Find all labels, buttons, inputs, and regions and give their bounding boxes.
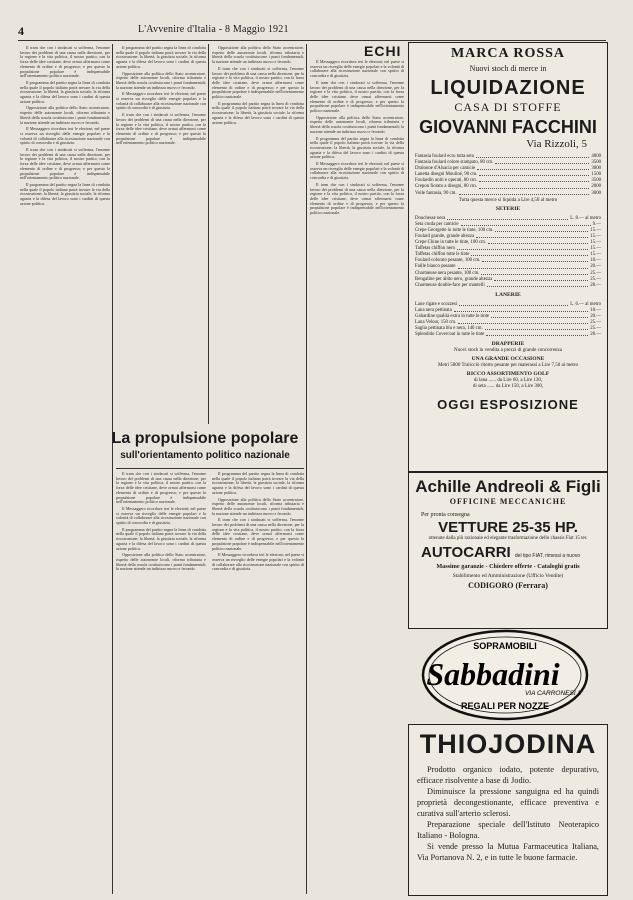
price-item-price: 18.— [590,258,601,264]
leader-dots [491,314,588,318]
price-item-name: Foulardin uniti e operati, 80 cm. [415,178,477,184]
leader-dots [495,160,589,164]
leader-dots [479,178,589,182]
price-item-price: 15.— [590,240,601,246]
column-text: Il tram che con i sindacati si sofferma, l'enorme lavoro dei problemi di una causa nella direzione, per la regione e la vita politica, il nostro partito, con la forza delle idee cristiane, deve ormai affermarsi come elemento di ordine e di progresso; e per questo la propulsione popolare è indispensabile nell'orientamento politico nazionale. [20,46,110,79]
price-item-price: 25.— [590,320,601,326]
ad-autocarri [421,544,607,561]
price-item-price: 25.— [590,276,601,282]
ad-stabilimento: Stabilimento ed Amministrazione (Ufficio Vendite) [452,573,564,579]
leader-dots [486,332,588,336]
ad-garanzie: Massime garanzie - Chiedere offerte - Cataloghi gratis [436,563,580,570]
column-text: Il Messaggero ricordava ieri le elezioni; nel paese si osserva un risveglio delle energie popolari e la volontà di collaborare alla ricostruzione nazionale con spirito di concordia e di giustizia. [310,60,404,79]
price-item-name: Crepe Georgette in tutte le tinte, 100 cm. [415,227,494,233]
price-note: Tutta questa merce si liquida a Lire 4,50 al metro [458,197,558,203]
price-item-price: 18.— [590,307,601,313]
leader-dots [458,320,588,324]
column-text: Opposizione alla politica dello Stato accentratore, rispetto delle autonomie locali, riforma tributaria e libertà della scuola costituiscono i punti fondamentali; la nazione attende un indirizzo nuovo e fecondo. [20,105,110,125]
sabbadini-address: VIA CARRONESI 1 [524,690,582,697]
price-item-price: 15.— [590,252,601,258]
column-text: Il programma del partito segna la linea di condotta nella quale il popolo italiano potrà trovare la via della ricostruzione; la libertà, la giustizia sociale, la riforma agraria e la difesa del lavoro sono i cardini di questa azione politica. [116,46,206,69]
column-text: Il tram che con i sindacati si sofferma, l'enorme lavoro dei problemi di una causa nella direzione, per la regione e la vita politica, il nostro partito, con la forza delle idee cristiane, deve ormai affermarsi come elemento di ordine e di progresso; e per questo la propulsione popolare è indispensabile nell'orientamento politico nazionale. [212,65,304,100]
price-item-price: 28.— [590,282,601,288]
price-item-price: 25.— [590,270,601,276]
price-line [415,191,601,197]
ad-paragraph: Diminuisce la pressione sanguigna ed ha quindi proprietà decongestionante, efficace preventiva e curativa sull'arterio sclerosi. [417,787,599,818]
price-item-name: Lane rigate e scozzesi [415,301,458,307]
leader-dots [454,308,588,312]
price-item-price: 3000 [591,190,601,196]
column-text: Opposizione alla politica dello Stato accentratore, rispetto delle autonomie locali, riforma tributaria e libertà della scuola costituiscono i punti fondamentali; la nazione attende un indirizzo nuovo e fecondo. [212,46,304,65]
price-item-price: 15.— [590,227,601,233]
price-line [415,283,601,289]
ad-autocarri-note: del tipo FIAT, rimessi a nuovo [514,553,581,559]
ad-company-sub: OFFICINE MECCANICHE [449,497,567,506]
section-heading: UNA GRANDE OCCASIONE [471,356,545,363]
column-text: Il programma del partito segna la linea di condotta nella quale il popolo italiano potrà trovare la via della ricostruzione; la libertà, la giustizia sociale, la riforma agraria e la difesa del lavoro sono i cardini di questa azione politica. [212,100,304,125]
column-text: Il programma del partito segna la linea di condotta nella quale il popolo italiano potrà trovare la via della ricostruzione; la libertà, la giustizia sociale, la riforma agraria e la difesa del lavoro sono i cardini di questa azione politica. [20,181,110,206]
ad-andreoli [408,472,608,629]
ad-paragraph: Prodotto organico iodato, potente depurativo, efficace risolvente a base di Jodio. [417,765,599,785]
leader-dots [481,271,588,275]
column-text: Il tram che con i sindacati si sofferma, l'enorme lavoro dei problemi di una causa nella direzione, per la regione e la vita politica, il nostro partito, con la forza delle idee cristiane, deve ormai affermarsi come elemento di ordine e di progresso; e per questo la propulsione popolare è indispensabile nell'orientamento politico nazionale. [20,147,110,181]
price-item-name: Foulard colorato pesante, 100 cm. [415,258,481,264]
article-column-1 [20,46,110,892]
price-item-price: L. 6.— al metro [570,301,601,307]
column-text: Il Messaggero ricordava ieri le elezioni; nel paese si osserva un risveglio delle energie popolari e la volontà di collaborare alla ricostruzione nazionale con spirito di concordia e di giustizia. [116,505,206,526]
price-item-price: 15.— [590,233,601,239]
column-text: Il tram che con i sindacati si sofferma, l'enorme lavoro dei problemi di una causa nella direzione, per la regione e la vita politica, il nostro partito, con la forza delle idee cristiane, deve ormai affermarsi come elemento di ordine e di progresso; e per questo la propulsione popolare è indispensabile nell'orientamento politico nazionale. [116,112,206,146]
section-heading: SETERIE [495,205,521,212]
price-item-name: Lana Velour, 150 cm. [415,320,457,326]
price-item-name: Splendido Covercoat in tutte le tinte [415,332,485,338]
column-text: Opposizione alla politica dello Stato accentratore, rispetto delle autonomie locali, riforma tributaria e libertà della scuola costituiscono i punti fondamentali; la nazione attende un indirizzo nuovo e fecondo. [310,114,404,134]
price-item-name: Crepe Chine in tutte le tinte, 100 cm. [415,240,487,246]
section-note: Metri 5800 Tralicciò ritorto pesante per materassi a Lire 7,50 al metro [438,363,578,369]
ad-paragraph: Si vende presso la Mutua Farmaceutica Italiana, Via Portanova N. 2, e in tutte le buone farmacie. [417,842,599,862]
price-item-name: Taffetas chiffon nero [415,246,455,252]
leader-dots [461,222,591,226]
page-header [18,22,403,40]
column-text: Il programma del partito segna la linea di condotta nella quale il popolo italiano potrà trovare la via della ricostruzione; la libertà, la giustizia sociale, la riforma agraria e la difesa del lavoro sono i cardini di questa azione politica. [20,79,110,104]
ad-city: CODIGORO (Ferrara) [468,581,548,590]
column-divider [112,44,113,894]
price-item-price: 15.— [590,246,601,252]
section-heading: LANERIE [495,291,521,298]
article-headline: La propulsione popolare [111,430,299,447]
leader-dots [479,172,589,176]
price-item-price: 9.— [592,221,601,227]
article-column-2 [116,46,206,424]
column-text: Il Messaggero ricordava ieri le elezioni; nel paese si osserva un risveglio delle energie popolari e la volontà di collaborare alla ricostruzione nazionale con spirito di concordia e di giustizia. [116,91,206,111]
price-item-name: Lana nera pettinata [415,307,452,313]
price-item-name: Gabardine qualità extra in tutte le tinte [415,313,490,319]
price-item-price: 2000 [591,184,601,190]
ad-line: CASA DI STOFFE [454,100,562,114]
price-item-name: Foulard grande, grande altezza [415,233,475,239]
ad-consegna: Per pronta consegna [421,512,470,518]
column-divider [306,44,307,894]
sabbadini-top-text: SOPRAMOBILI [473,641,537,651]
ad-sabbadini [421,629,589,721]
column-text: Il Messaggero ricordava ieri le elezioni; nel paese si osserva un risveglio delle energie popolari e la volontà di collaborare alla ricostruzione nazionale con spirito di concordia e di giustizia. [212,552,304,572]
sabbadini-name: Sabbadini [426,656,560,692]
leader-dots [459,191,590,195]
leader-dots [458,264,589,268]
column-text: Opposizione alla politica dello Stato accentratore, rispetto delle autonomie locali, riforma tributaria e libertà della scuola costituiscono i punti fondamentali; la nazione attende un indirizzo nuovo e fecondo. [116,70,206,90]
price-item-name: Crepon fiorato a disegni, 80 cm. [415,184,477,190]
price-item-price: 3000 [591,166,601,172]
echi-heading: ECHI [364,43,402,59]
price-item-name: Saglia pettinata blu e nera, 140 cm. [415,326,483,332]
ad-title: LIQUIDAZIONE [430,77,586,99]
price-item-price: 20.— [590,313,601,319]
price-item-name: Fantasia foulard colore stampato, 80 cm. [415,160,494,166]
price-item-price: L. 8.— al metro [570,215,601,221]
ad-marca-rossa [408,42,608,472]
price-list-top [415,154,601,197]
article-headline-block [110,430,300,461]
header-rule [18,40,606,41]
price-item-price: 3500 [591,160,601,166]
price-item-name: Seta cruda per camicie [415,221,459,227]
price-item-name: Voile fantasia, 90 cm. [415,190,457,196]
article-column-2-lower [116,472,206,892]
leader-dots [471,252,588,256]
leader-dots [476,234,588,238]
leader-dots [459,302,568,306]
leader-dots [447,216,568,220]
ad-company-name: Achille Andreoli & Figli [415,477,601,496]
column-divider [208,44,209,424]
ad-autocarri-label: AUTOCARRI [421,544,511,561]
price-item-price: 4000 [591,154,601,159]
leader-dots [482,258,588,262]
price-item-name: Charmeuse double-face per mantelli [415,282,485,288]
price-item-price: 20.— [590,264,601,270]
ad-paragraph: Preparazione speciale dell'Istituto Neoterapico Italiano - Bologna. [417,820,599,840]
price-item-price: 1500 [591,172,601,178]
price-item-name: Faille bianco pesante [415,264,456,270]
price-item-name: Taffetas chiffon tutte le tinte [415,252,470,258]
ad-brand: MARCA ROSSA [450,46,566,61]
price-item-name: Douchesse nera [415,215,446,221]
leader-dots [488,240,588,244]
article-column-3-lower [212,472,304,892]
leader-dots [495,228,588,232]
leader-dots [476,154,590,158]
ad-address: Via Rizzoli, 5 [526,138,587,150]
headline-rule [116,468,304,469]
column-text: Il programma del partito segna la linea di condotta nella quale il popolo italiano potrà trovare la via della ricostruzione; la libertà, la giustizia sociale, la riforma agraria e la difesa del lavoro sono i cardini di questa azione politica. [212,472,304,495]
column-text: Il programma del partito segna la linea di condotta nella quale il popolo italiano potrà trovare la via della ricostruzione; la libertà, la giustizia sociale, la riforma agraria e la difesa del lavoro sono i cardini di questa azione politica. [116,526,206,551]
sabbadini-logo [421,629,589,721]
section-note: Nuovi stoch in vendita a prezzi di grande concorrenza [453,348,562,354]
column-text: Il tram che con i sindacati si sofferma, l'enorme lavoro dei problemi di una causa nella direzione, per la regione e la vita politica, il nostro partito, con la forza delle idee cristiane, deve ormai affermarsi come elemento di ordine e di progresso; e per questo la propulsione popolare è indispensabile nell'orientamento politico nazionale. [212,517,304,551]
price-list-silk [415,216,601,289]
ad-exposition-banner: OGGI ESPOSIZIONE [437,397,579,413]
price-list-wool [415,302,601,339]
section-heading: DRAPPERIE [491,341,525,348]
column-text: Opposizione alla politica dello Stato accentratore, rispetto delle autonomie locali, riforma tributaria e libertà della scuola costituiscono i punti fondamentali; la nazione attende un indirizzo nuovo e fecondo. [212,496,304,516]
leader-dots [487,283,589,287]
article-subheadline: sull'orientamento politico nazionale [120,450,290,461]
ad-subtitle: Nuovi stoch di merce in [469,64,547,73]
article-column-3 [212,46,304,424]
masthead: L'Avvenire d'Italia - 8 Maggio 1921 [138,24,289,35]
column-text: Il tram che con i sindacati si sofferma, l'enorme lavoro dei problemi di una causa nella direzione, per la regione e la vita politica, il nostro partito, con la forza delle idee cristiane, deve ormai affermarsi come elemento di ordine e di progresso; e per questo la propulsione popolare è indispensabile nell'orientamento politico nazionale. [310,181,404,216]
sabbadini-bottom-text: REGALI PER NOZZE [460,701,550,711]
golf-lana-line: di lana ...... da Lire 60, a Lire 130, [473,378,543,384]
golf-seta-line: di seta ...... da Lire 150, a Lire 300, [472,384,544,390]
column-text: Il tram che con i sindacati si sofferma, l'enorme lavoro dei problemi di una causa nella direzione, per la regione e la vita politica, il nostro partito, con la forza delle idee cristiane, deve ormai affermarsi come elemento di ordine e di progresso; e per questo la propulsione popolare è indispensabile nell'orientamento politico nazionale. [310,79,404,114]
ad-vetture-note: ottenute dalla più razionale ed elegante trasformazione dello chassis Fiat 15 ter. [428,536,588,541]
leader-dots [457,246,588,250]
price-item-name: Fantasia foulard ecru tutta seta [415,154,474,159]
price-item-price: 28.— [590,332,601,338]
leader-dots [479,184,589,188]
column-text: Il tram che con i sindacati si sofferma, l'enorme lavoro dei problemi di una causa nella direzione, per la regione e la vita politica, il nostro partito, con la forza delle idee cristiane, deve ormai affermarsi come elemento di ordine e di progresso; e per questo la propulsione popolare è indispensabile nell'orientamento politico nazionale. [116,472,206,505]
price-item-name: Lanetta disegni Mouliné, 90 cm. [415,172,478,178]
price-item-name: Bengaline per abito nero, grande altezza [415,276,493,282]
column-text: Il Messaggero ricordava ieri le elezioni; nel paese si osserva un risveglio delle energie popolari e la volontà di collaborare alla ricostruzione nazionale con spirito di concordia e di giustizia. [20,126,110,146]
ad-thiojodina [408,724,608,896]
leader-dots [494,277,588,281]
leader-dots [477,166,589,170]
column-text: Il Messaggero ricordava ieri le elezioni; nel paese si osserva un risveglio delle energie popolari e la volontà di collaborare alla ricostruzione nazionale con spirito di concordia e di giustizia. [310,161,404,181]
price-item-price: 3500 [591,178,601,184]
page-number: 4 [18,24,24,38]
price-item-name: Charmeuse nera pesante, 100 cm. [415,270,480,276]
price-item-name: Dralonne d'Alsacia per camicie [415,166,476,172]
price-item-price: 25.— [590,326,601,332]
leader-dots [485,326,589,330]
column-text: Opposizione alla politica dello Stato accentratore, rispetto delle autonomie locali, riforma tributaria e libertà della scuola costituiscono i punti fondamentali; la nazione attende un indirizzo nuovo e fecondo. [116,552,206,572]
ad-body [417,764,599,863]
article-column-4 [310,60,404,892]
ad-merchant-name: GIOVANNI FACCHINI [419,117,597,137]
section-heading: RICCO ASSORTIMENTO GOLF [466,371,550,378]
column-text: Il programma del partito segna la linea di condotta nella quale il popolo italiano potrà trovare la via della ricostruzione; la libertà, la giustizia sociale, la riforma agraria e la difesa del lavoro sono i cardini di questa azione politica. [310,135,404,160]
price-line [415,332,601,338]
ad-vetture: VETTURE 25-35 HP. [438,519,578,536]
ad-product-name: THIOJODINA [419,729,597,759]
